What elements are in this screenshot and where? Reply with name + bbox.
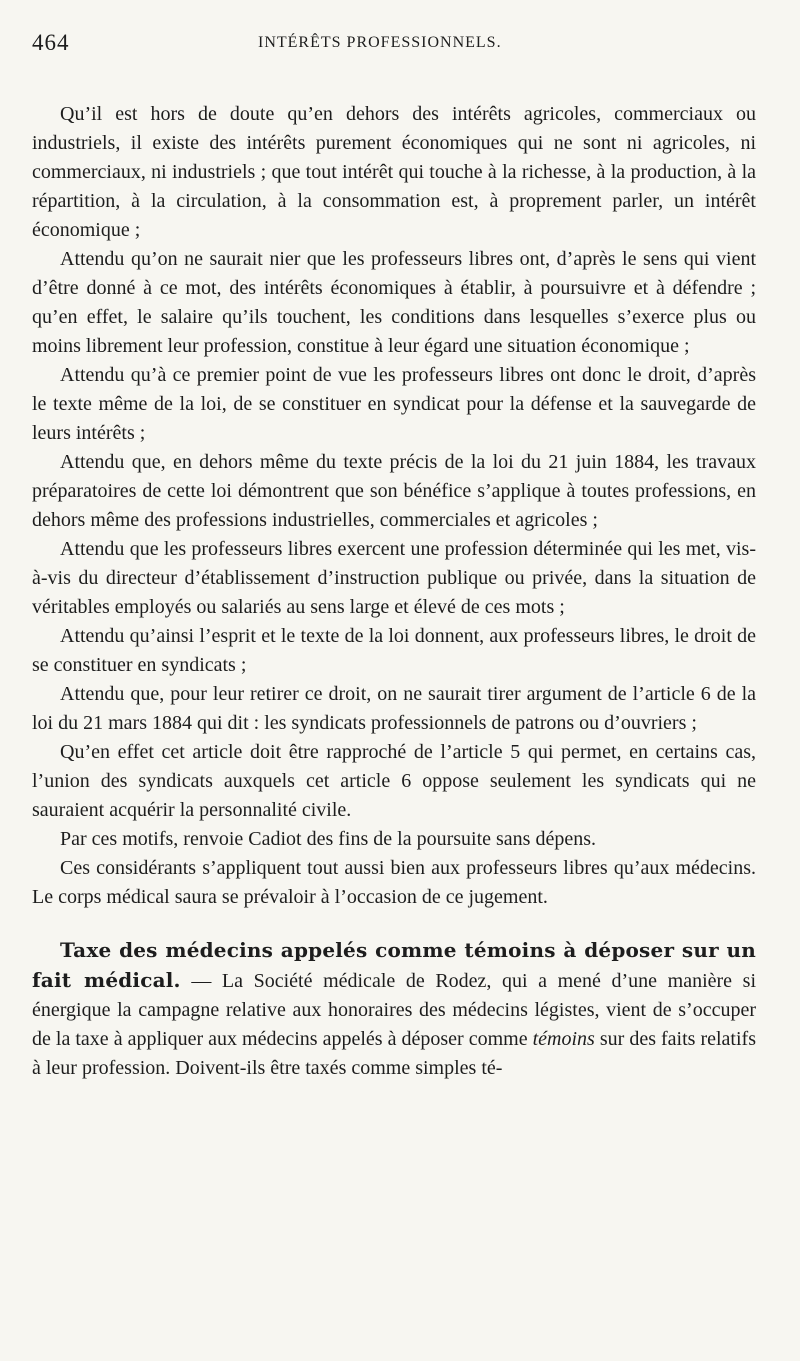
page-number: 464 <box>32 30 70 55</box>
section-text-after-emphasis: sur des faits relatifs à leur profession. Doivent-ils être taxés comme simples té- <box>32 1028 756 1079</box>
emphasis-word: témoins <box>532 1028 595 1050</box>
header-title: INTÉRÊTS PROFESSIONNELS. <box>258 34 502 51</box>
paragraph-7: Attendu que, pour leur retirer ce droit, on ne saurait tirer argument de l’article 6 de la loi du 21 mars 1884 qui dit : les syndicats professionnels de patrons ou d’ouvriers ; <box>32 683 756 734</box>
paragraph-1: Qu’il est hors de doute qu’en dehors des intérêts agricoles, commerciaux ou industriels, il existe des intérêts purement économiques qui ne sont ni agricoles, ni commerciaux, ni industriels ; que tout intérêt qui touche à la richesse, à la production, à la répartition, à la circulation, à la consommation est, à proprement parler, un intérêt économique ; <box>32 103 756 241</box>
running-header <box>32 26 756 60</box>
paragraph-8: Qu’en effet cet article doit être rapproché de l’article 5 qui permet, en certains cas, l’union des syndicats auxquels cet article 6 oppose seulement les syndicats qui ne sauraient acquérir la personnalité civile. <box>32 741 756 821</box>
paragraph-2: Attendu qu’on ne saurait nier que les professeurs libres ont, d’après le sens qui vient d’être donné à ce mot, des intérêts économiques à établir, à poursuivre et à défendre ; qu’en effet, le salaire qu’ils touchent, les conditions dans lesquelles s’exerce plus ou moins librement leur profession, constitue à leur égard une situation économique ; <box>32 248 756 357</box>
paragraph-5: Attendu que les professeurs libres exercent une profession déterminée qui les met, vis-à-vis du directeur d’établissement d’instruction publique ou privée, dans la situation de véritables employés ou salariés au sens large et élevé de ces mots ; <box>32 538 756 618</box>
section-gap <box>32 912 756 936</box>
section-text-before-emphasis: — La Société médicale de Rodez, qui a mené d’une manière si énergique la campagne relative aux honoraires des médecins légistes, vient de s’occuper de la taxe à appliquer aux médecins appelés à déposer comme <box>32 970 756 1050</box>
paragraph-4: Attendu que, en dehors même du texte précis de la loi du 21 juin 1884, les travaux préparatoires de cette loi démontrent que son bénéfice s’applique à toutes professions, en dehors même des professions industrielles, commerciales et agricoles ; <box>32 451 756 531</box>
paragraph-3: Attendu qu’à ce premier point de vue les professeurs libres ont donc le droit, d’après le texte même de la loi, de se constituer en syndicat pour la défense et la sauvegarde de leurs intérêts ; <box>32 364 756 444</box>
paragraph-9: Par ces motifs, renvoie Cadiot des fins de la poursuite sans dépens. <box>60 828 596 850</box>
paragraph-10: Ces considérants s’appliquent tout aussi bien aux professeurs libres qu’aux médecins. Le corps médical saura se prévaloir à l’occasion de ce jugement. <box>32 857 756 908</box>
paragraph-6: Attendu qu’ainsi l’esprit et le texte de la loi donnent, aux professeurs libres, le droit de se constituer en syndicats ; <box>32 625 756 676</box>
section-heading: Taxe des médecins appelés comme témoins à déposer sur un fait médical. <box>32 938 756 992</box>
section-paragraph <box>32 936 756 1083</box>
body-text <box>32 100 756 1083</box>
